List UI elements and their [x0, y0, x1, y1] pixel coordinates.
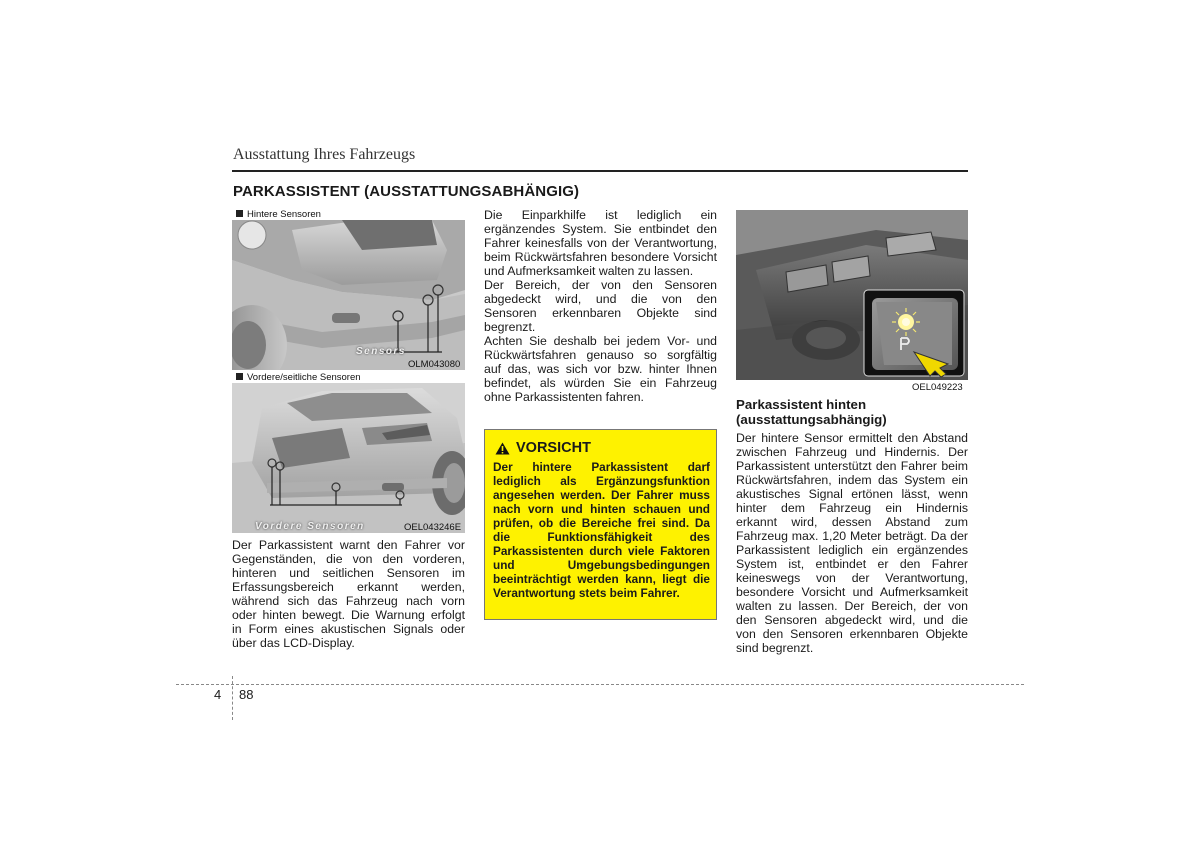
front-sensors-photo: [232, 383, 465, 533]
warning-box: [484, 429, 717, 620]
rear-sensors-label: Sensors: [356, 346, 406, 357]
chapter-number: 4: [214, 687, 222, 702]
subheading-line-2: (ausstattungsabhängig): [736, 412, 887, 427]
page-number: 88: [239, 687, 254, 702]
rear-sensors-photo: [232, 220, 465, 370]
front-figure-code: OEL043246E: [404, 522, 462, 533]
rear-figure-code: OLM043080: [408, 359, 461, 370]
footer-divider: [232, 676, 233, 720]
rear-sensors-caption: [236, 209, 321, 220]
col2-paragraph-2: Der Bereich, der von den Sensoren abgedeckt wird, und die von den Sensoren erkennbaren Objekte sind begrenzt.: [484, 278, 717, 334]
warning-triangle-icon: [495, 442, 510, 455]
parking-switch-photo: [736, 210, 968, 380]
warning-text: Der hintere Parkassistent darf lediglich als Ergänzungsfunktion angesehen werden. Der Fahrer muss nach vorn und hinten schauen und prüfen, ob die Bereiche frei sind. Da die Funktionsfähigkeit des Parkassistenten durch viele Faktoren und Umgebungsbedingungen beeinträchtigt werden kann, liegt die Verantwortung stets beim Fahrer.: [493, 460, 710, 600]
front-sensors-label: Vordere Sensoren: [255, 521, 365, 532]
rear-assist-subheading: [736, 397, 971, 427]
caption-bullet: [236, 210, 243, 217]
subheading-line-1: Parkassistent hinten: [736, 397, 867, 412]
front-sensors-caption: [236, 372, 361, 383]
col3-paragraph: Der hintere Sensor ermittelt den Abstand zwischen Fahrzeug und Hindernis. Der Parkassistent unterstützt den Fahrer beim Rückwärtsfahren, indem das System ein akustisches Signal ertönen lässt, wenn hinter dem Fahrzeug ein Hindernis erkannt wird, dessen Abstand zum Fahrzeug max. 1,20 Meter beträgt. Da der Parkassistent lediglich ein ergänzendes System ist, entbindet er den Fahrer keineswegs von der Verantwortung, besondere Vorsicht und Aufmerksamkeit walten zu lassen. Der Bereich, der von den Sensoren abgedeckt wird, und die von den Sensoren erkennbaren Objekte sind begrenzt.: [736, 431, 968, 655]
warning-title: VORSICHT: [516, 440, 591, 456]
warning-heading: [495, 440, 591, 456]
rear-caption-text: Hintere Sensoren: [247, 209, 321, 220]
running-title: Ausstattung Ihres Fahrzeugs: [233, 146, 416, 163]
col1-paragraph: Der Parkassistent warnt den Fahrer vor Gegenständen, die von den vorderen, hinteren und seitlichen Sensoren im Erfassungsbereich erkannt werden, während sich das Fahrzeug nach vorn oder hinten bewegt. Die Warnung erfolgt in Form eines akustischen Signals oder über das LCD-Display.: [232, 538, 465, 650]
section-title: PARKASSISTENT (AUSSTATTUNGSABHÄNGIG): [233, 183, 580, 200]
header-rule: [232, 170, 968, 172]
front-caption-text: Vordere/seitliche Sensoren: [247, 372, 361, 383]
footer-rule: [176, 684, 1024, 685]
caption-bullet: [236, 373, 243, 380]
col2-paragraph-1: Die Einparkhilfe ist lediglich ein ergänzendes System. Sie entbindet den Fahrer keinesfalls von der Verantwortung, beim Rückwärtsfahren besondere Vorsicht und Aufmerksamkeit walten zu lassen.: [484, 208, 717, 278]
col2-text: [484, 208, 717, 404]
col2-paragraph-3: Achten Sie deshalb bei jedem Vor- und Rückwärtsfahren genauso so sorgfältig auf das, was sich vor bzw. hinter Ihnen befindet, als würden Sie ein Fahrzeug ohne Parkassistenten fahren.: [484, 334, 717, 404]
switch-figure-code: OEL049223: [912, 382, 963, 393]
